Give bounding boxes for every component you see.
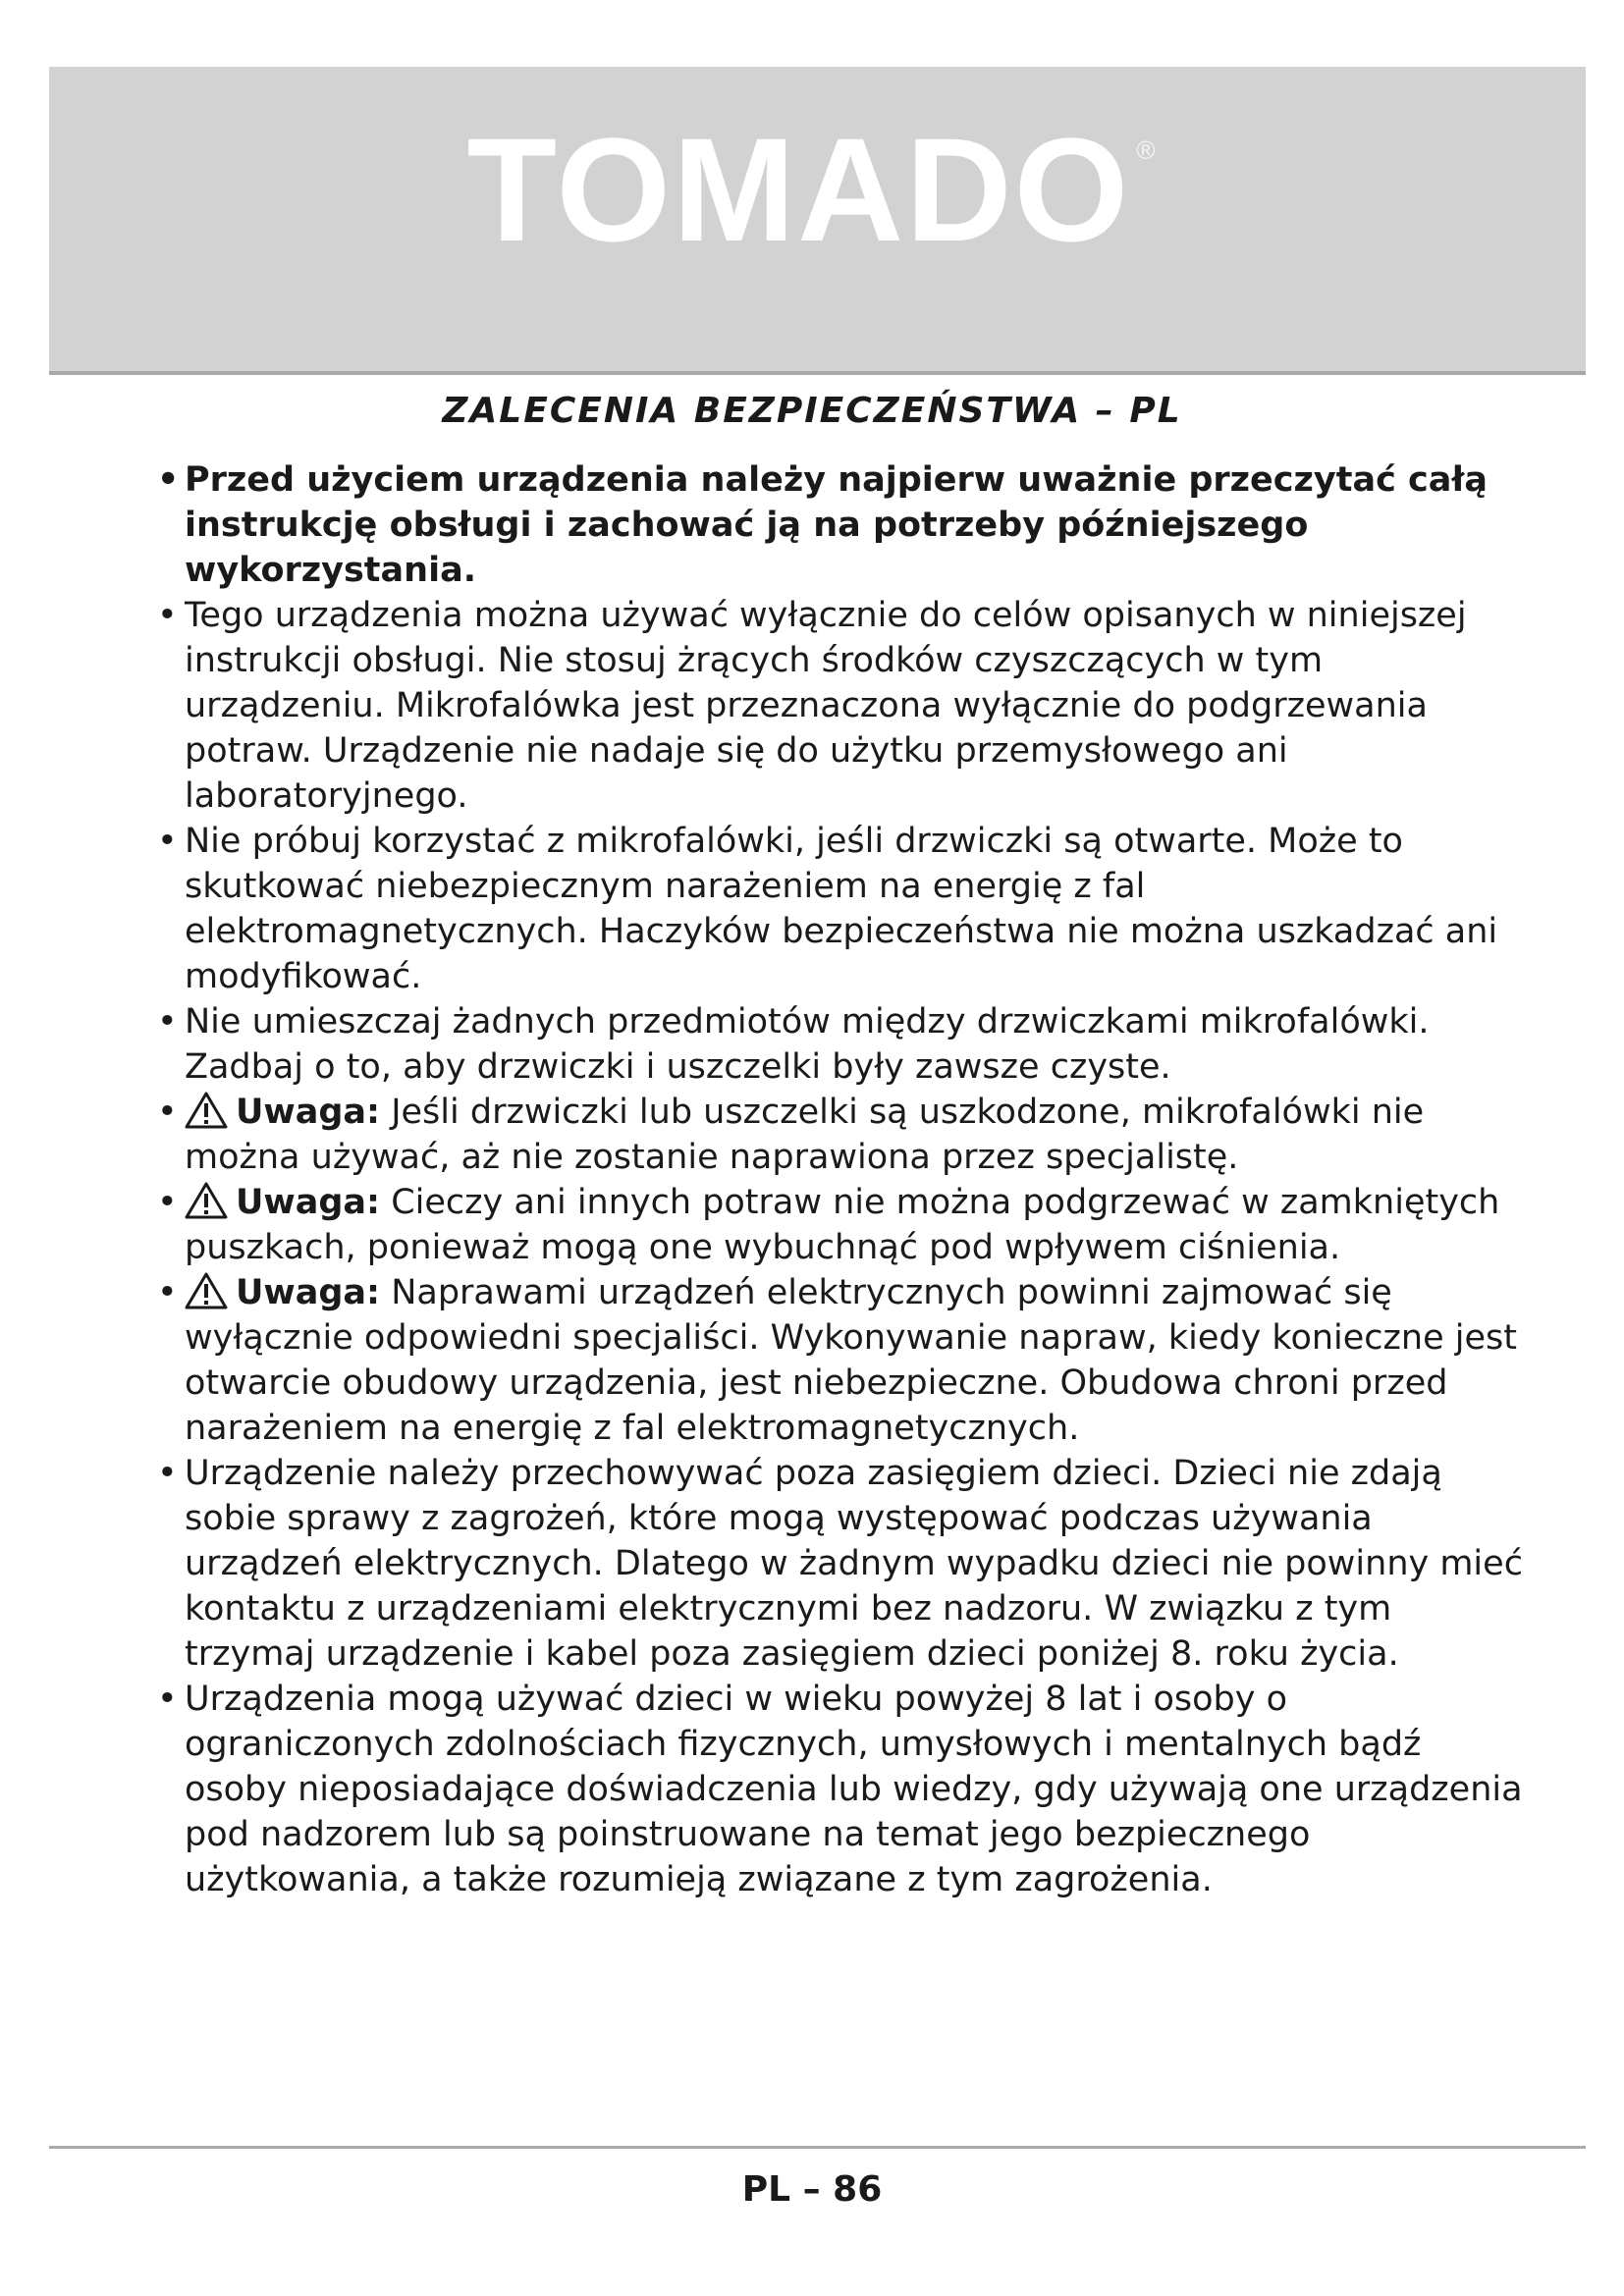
page-number: PL – 86: [741, 2169, 883, 2210]
warning-label: Uwaga:: [236, 1093, 381, 1132]
warning-item: [157, 1270, 1532, 1451]
list-item: [157, 1451, 1532, 1677]
item-text: Naprawami urządzeń elektrycznych powinni zajmować się wyłącznie odpowiedni specjaliści. Wykonywanie napraw, kiedy konieczne jest otwarcie obudowy urządzenia, jest niebezpieczne. Obudowa chroni przed narażeniem na energię z fal elektromagnetycznych.: [185, 1273, 1517, 1448]
bullet: •: [157, 460, 180, 500]
bullet: •: [157, 1183, 178, 1222]
bullet: •: [157, 1273, 178, 1312]
warning-triangle-icon: [185, 1092, 228, 1129]
header-divider: [49, 371, 1586, 375]
warning-label: Uwaga:: [236, 1183, 381, 1222]
registered-mark: ®: [1136, 135, 1158, 165]
list-item: [157, 593, 1532, 819]
brand-name: TOMADO: [466, 107, 1131, 272]
safety-list: [157, 457, 1532, 1902]
list-item: [157, 819, 1532, 999]
warning-label: Uwaga:: [236, 1273, 381, 1312]
list-item: [157, 999, 1532, 1090]
item-text: Tego urządzenia można używać wyłącznie do celów opisanych w niniejszej instrukcji obsługi. Nie stosuj żrących środków czyszczących w tym urządzeniu. Mikrofalówka jest przeznaczona wyłącznie do podgrzewania potraw. Urządzenie nie nadaje się do użytku przemysłowego ani laboratoryjnego.: [185, 596, 1467, 816]
list-item: [157, 457, 1532, 593]
bullet: •: [157, 1454, 178, 1493]
bullet: •: [157, 1680, 178, 1719]
warning-item: [157, 1180, 1532, 1270]
item-text: Urządzenie należy przechowywać poza zasięgiem dzieci. Dzieci nie zdają sobie sprawy z zagrożeń, które mogą występować podczas używania urządzeń elektrycznych. Dlatego w żadnym wypadku dzieci nie powinny mieć kontaktu z urządzeniami elektrycznymi bez nadzoru. W związku z tym trzymaj urządzenie i kabel poza zasięgiem dzieci poniżej 8. roku życia.: [185, 1454, 1523, 1674]
item-text: Cieczy ani innych potraw nie można podgrzewać w zamkniętych puszkach, ponieważ mogą one wybuchnąć pod wpływem ciśnienia.: [185, 1183, 1500, 1267]
bullet: •: [157, 1002, 178, 1041]
item-text: Przed użyciem urządzenia należy najpierw uważnie przeczytać całą instrukcję obsługi i zachować ją na potrzeby późniejszego wykorzystania.: [185, 460, 1488, 590]
page-title: ZALECENIA BEZPIECZEŃSTWA – PL: [442, 391, 1182, 431]
item-text: Nie umieszczaj żadnych przedmiotów między drzwiczkami mikrofalówki. Zadbaj o to, aby drzwiczki i uszczelki były zawsze czyste.: [185, 1002, 1430, 1087]
bullet: •: [157, 596, 178, 635]
bullet: •: [157, 822, 178, 861]
warning-item: [157, 1090, 1532, 1180]
warning-triangle-icon: [185, 1182, 228, 1219]
bullet: •: [157, 1093, 178, 1132]
item-text: Jeśli drzwiczki lub uszczelki są uszkodzone, mikrofalówki nie można używać, aż nie zostanie naprawiona przez specjalistę.: [185, 1093, 1425, 1177]
list-item: [157, 1677, 1532, 1902]
item-text: Nie próbuj korzystać z mikrofalówki, jeśli drzwiczki są otwarte. Może to skutkować niebezpiecznym narażeniem na energię z fal elektromagnetycznych. Haczyków bezpieczeństwa nie można uszkadzać ani modyfikować.: [185, 822, 1498, 996]
brand-logo: [0, 107, 1624, 272]
item-text: Urządzenia mogą używać dzieci w wieku powyżej 8 lat i osoby o ograniczonych zdolnościach fizycznych, umysłowych i mentalnych bądź osoby nieposiadające doświadczenia lub wiedzy, gdy używają one urządzenia pod nadzorem lub są poinstruowane na temat jego bezpiecznego użytkowania, a także rozumieją związane z tym zagrożenia.: [185, 1680, 1523, 1899]
footer-divider: [49, 2146, 1586, 2149]
warning-triangle-icon: [185, 1272, 228, 1309]
